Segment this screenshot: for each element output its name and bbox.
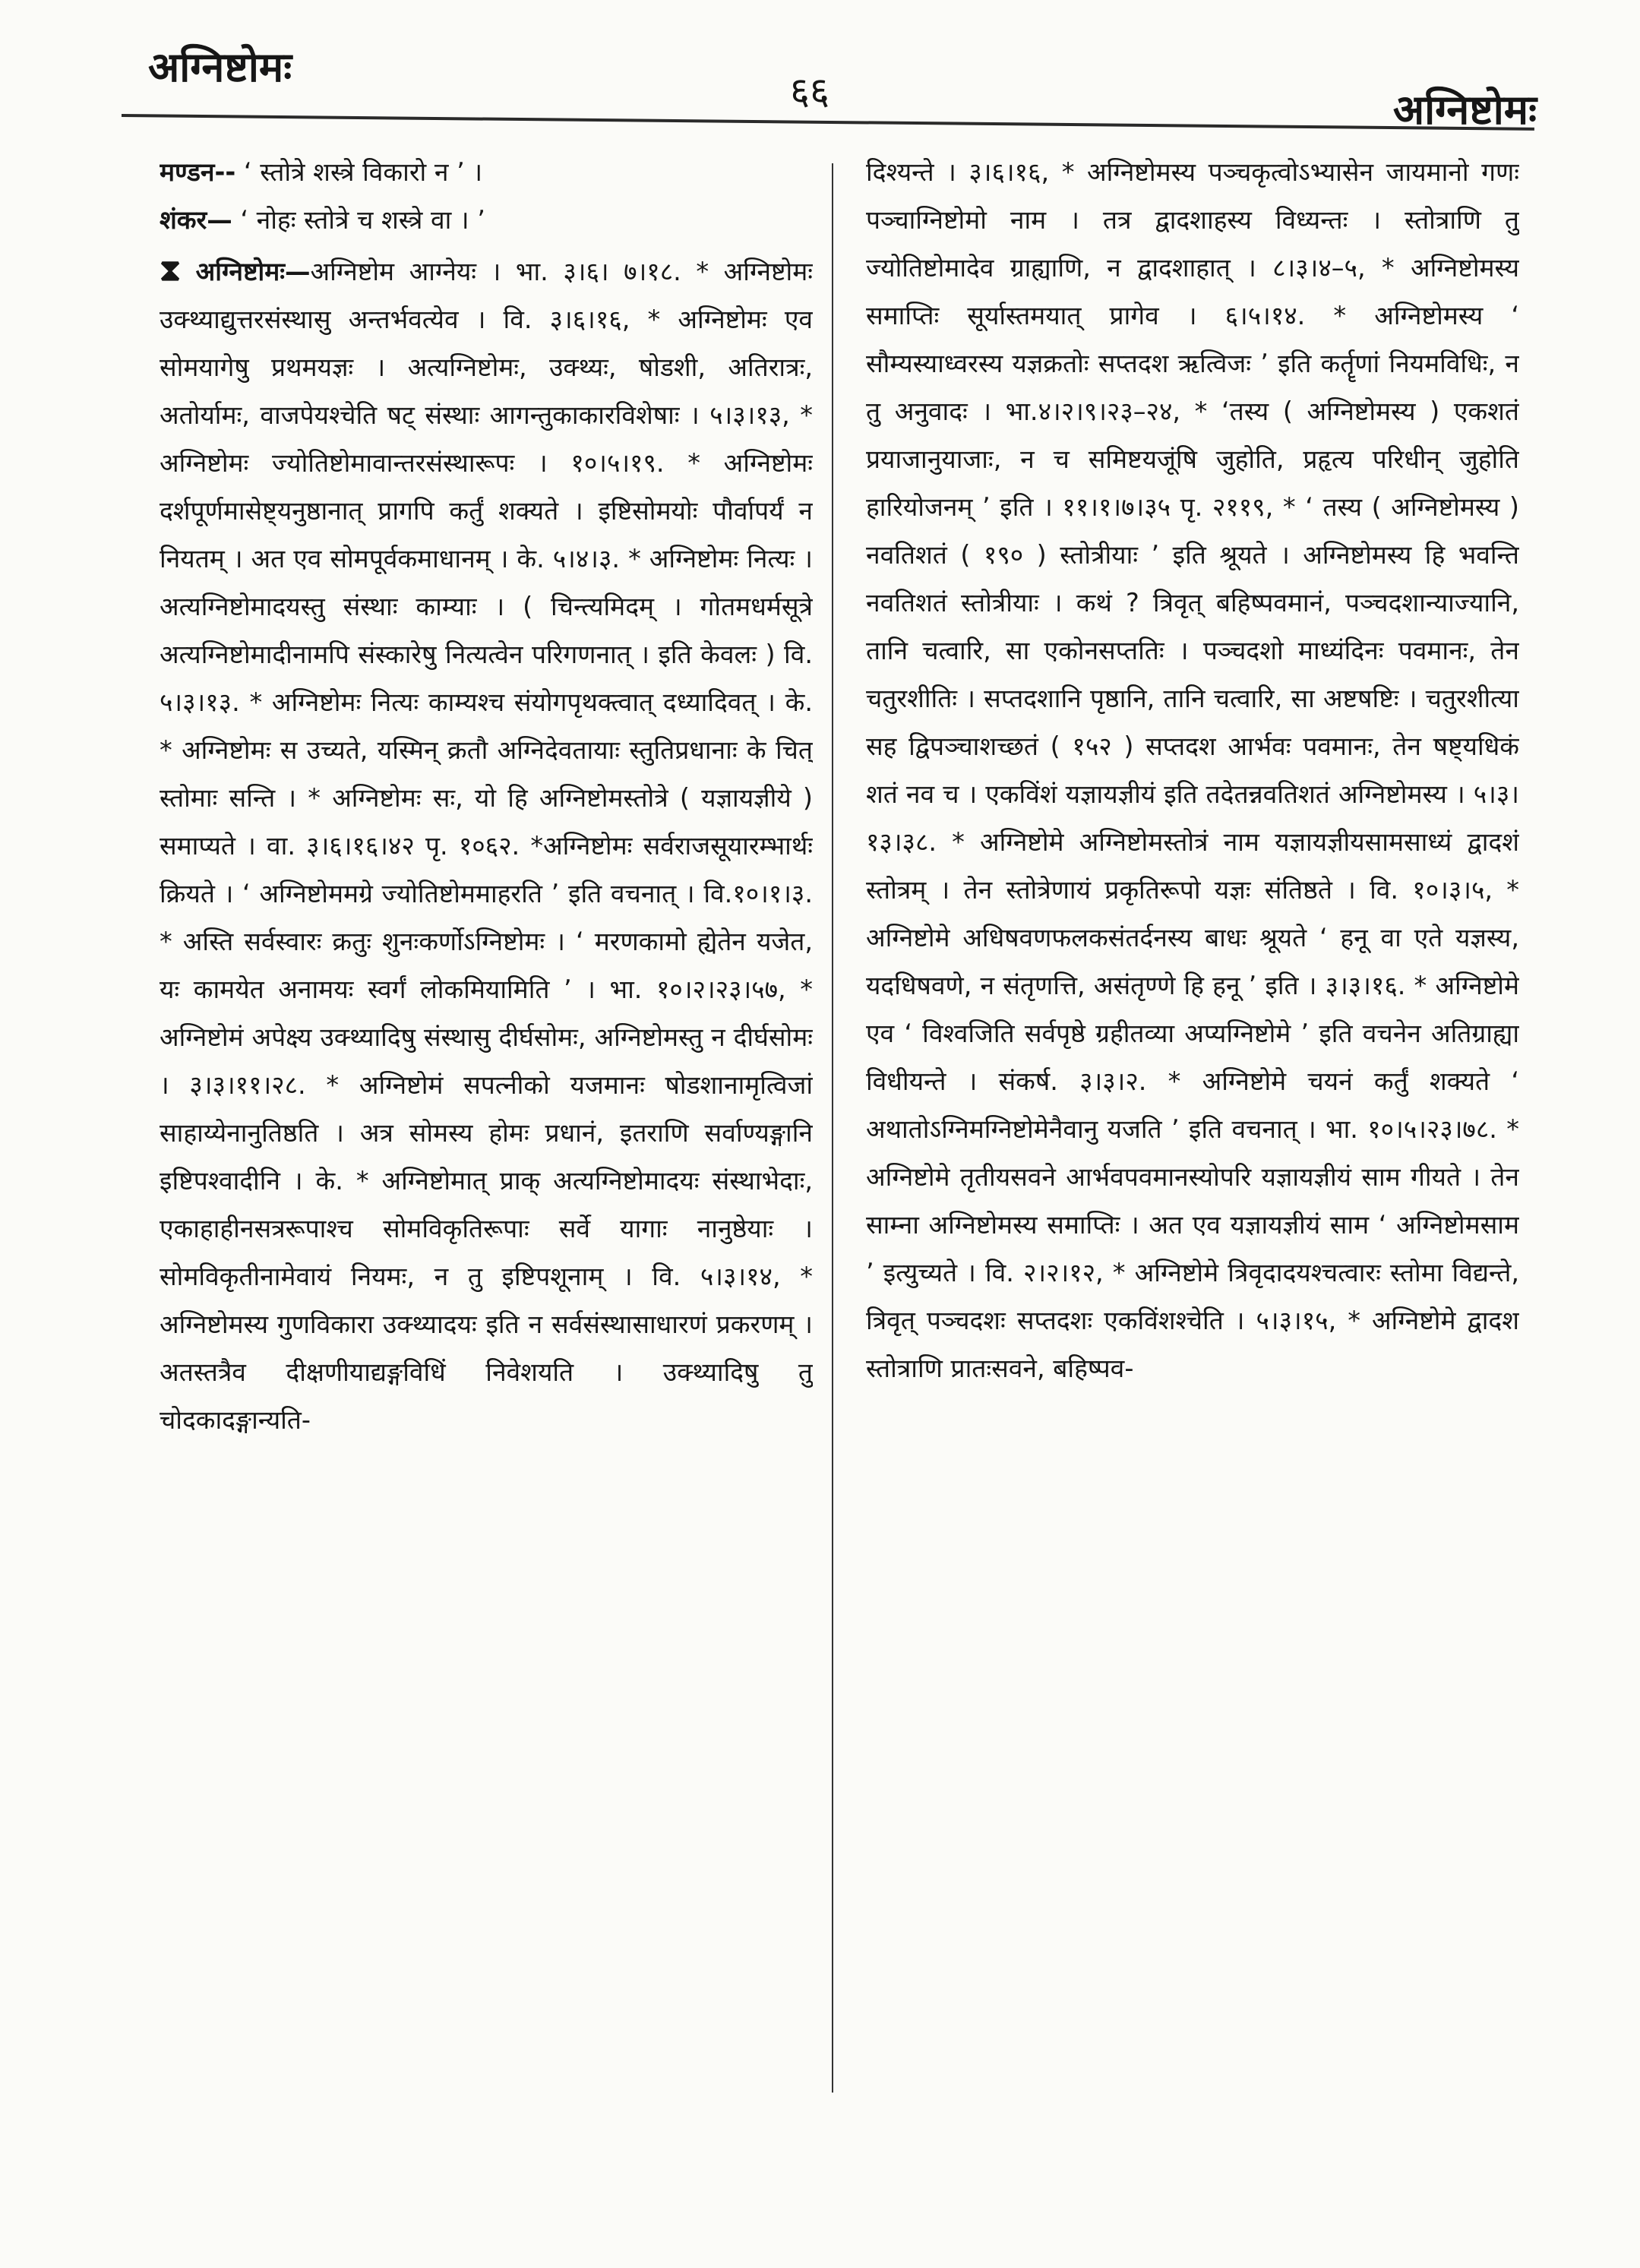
speaker-shankara: शंकर— xyxy=(160,205,232,235)
entry-body-left: अग्निष्टोम आग्नेयः । भा. ३।६। ७।१८. * अग्निष्टोमः उक्थ्याद्युत्तरसंस्थासु अन्तर्भवत्येव । वि. ३।६।१६, * अग्निष्टोमः एव सोमयागेषु प्रथमयज्ञः । अत्यग्निष्टोमः, उक्थ्यः, षोडशी, अतिरात्रः, अतोर्यामः, वाजपेयश्चेति षट् संस्थाः आगन्तुकाकारविशेषाः । ५।३।१३, * अग्निष्टोमः ज्योतिष्टोमावान्तरसंस्थारूपः । १०।५।१९. * अग्निष्टोमः दर्शपूर्णमासेष्ट्यनुष्ठानात् प्रागपि कर्तुं शक्यते । इष्टिसोमयोः पौर्वापर्यं न नियतम् । अत एव सोमपूर्वकमाधानम् । के. ५।४।३. * अग्निष्टोमः नित्यः । अत्यग्निष्टोमादयस्तु संस्थाः काम्याः । ( चिन्त्यमिदम् । गोतमधर्मसूत्रे अत्यग्निष्टोमादीनामपि संस्कारेषु नित्यत्वेन परिगणनात् । इति केवलः ) वि. ५।३।१३. * अग्निष्टोमः नित्यः काम्यश्च संयोगपृथक्त्वात् दध्यादिवत् । के. * अग्निष्टोमः स उच्यते, यस्मिन् क्रतौ अग्निदेवतायाः स्तुतिप्रधानाः के चित् स्तोमाः सन्ति । * अग्निष्टोमः सः, यो हि अग्निष्टोमस्तोत्रे ( यज्ञायज्ञीये ) समाप्यते । वा. ३।६।१६।४२ पृ. १०६२. *अग्निष्टोमः सर्वराजसूयारम्भार्थः क्रियते । ‘ अग्निष्टोममग्रे ज्योतिष्टोममाहरति ’ इति वचनात् । वि.१०।१।३. * अस्ति सर्वस्वारः क्रतुः शुनःकर्णोऽग्निष्टोमः । ‘ मरणकामो ह्येतेन यजेत, यः कामयेत अनामयः स्वर्गं लोकमियामिति ’ । भा. १०।२।२३।५७, * अग्निष्टोमं अपेक्ष्य उक्थ्यादिषु संस्थासु दीर्घसोमः, अग्निष्टोमस्तु न दीर्घसोमः । ३।३।११।२८. * अग्निष्टोमं सपत्नीको यजमानः षोडशानामृत्विजां साहाय्येनानुतिष्ठति । अत्र सोमस्य होमः प्रधानं, इतराणि सर्वाण्यङ्गानि इष्टिपश्वादीनि । के. * अग्निष्टोमात् प्राक् अत्यग्निष्टोमादयः संस्थाभेदाः, एकाहाहीनसत्ररूपाश्च सोमविकृतिरूपाः सर्वे यागाः नानुष्ठेयाः । सोमविकृतीनामेवायं नियमः, न तु इष्टिपशूनाम् । वि. ५।३।१४, * अग्निष्टोमस्य गुणविकारा उक्थ्यादयः इति न सर्वसंस्थासाधारणं प्रकरणम् । अतस्तत्रैव दीक्षणीयाद्यङ्गविधिं निवेशयति । उक्थ्यादिषु तु चोदकादङ्गान्यति- xyxy=(160,257,813,1435)
running-head-right: अग्निष्टोमः xyxy=(1392,86,1537,134)
quote-shankara-text: ‘ नोहः स्तोत्रे च शस्त्रे वा । ’ xyxy=(232,205,485,235)
hourglass-icon: ⧗ xyxy=(160,253,182,288)
quote-mandana xyxy=(160,148,813,196)
entry-body-right: दिश्यन्ते । ३।६।१६, * अग्निष्टोमस्य पञ्चकृत्वोऽभ्यासेन जायमानो गणः पञ्चाग्निष्टोमो नाम । तत्र द्वादशाहस्य विध्यन्तः । स्तोत्राणि तु ज्योतिष्टोमादेव ग्राह्याणि, न द्वादशाहात् । ८।३।४–५, * अग्निष्टोमस्य समाप्तिः सूर्यास्तमयात् प्रागेव । ६।५।१४. * अग्निष्टोमस्य ‘ सौम्यस्याध्वरस्य यज्ञक्रतोः सप्तदश ऋत्विजः ’ इति कर्तॄणां नियमविधिः, न तु अनुवादः । भा.४।२।९।२३–२४, * ‘तस्य ( अग्निष्टोमस्य ) एकशतं प्रयाजानुयाजाः, न च समिष्टयजूंषि जुहोति, प्रहृत्य परिधीन् जुहोति हारियोजनम् ’ इति । ११।१।७।३५ पृ. २११९, * ‘ तस्य ( अग्निष्टोमस्य ) नवतिशतं ( १९० ) स्तोत्रीयाः ’ इति श्रूयते । अग्निष्टोमस्य हि भवन्ति नवतिशतं स्तोत्रीयाः । कथं ? त्रिवृत् बहिष्पवमानं, पञ्चदशान्याज्यानि, तानि चत्वारि, सा एकोनसप्ततिः । पञ्चदशो माध्यंदिनः पवमानः, तेन चतुरशीतिः । सप्तदशानि पृष्ठानि, तानि चत्वारि, सा अष्टषष्टिः । चतुरशीत्या सह द्विपञ्चाशच्छतं ( १५२ ) सप्तदश आर्भवः पवमानः, तेन षष्ट्यधिकं शतं नव च । एकविंशं यज्ञायज्ञीयं इति तदेतन्नवतिशतं अग्निष्टोमस्य । ५।३।१३।३८. * अग्निष्टोमे अग्निष्टोमस्तोत्रं नाम यज्ञायज्ञीयसामसाध्यं द्वादशं स्तोत्रम् । तेन स्तोत्रेणायं प्रकृतिरूपो यज्ञः संतिष्ठते । वि. १०।३।५, * अग्निष्टोमे अधिषवणफलकसंतर्दनस्य बाधः श्रूयते ‘ हनू वा एते यज्ञस्य, यदधिषवणे, न संतृणत्ति, असंतृण्णे हि हनू ’ इति । ३।३।१६. * अग्निष्टोमे एव ‘ विश्वजिति सर्वपृष्ठे ग्रहीतव्या अप्यग्निष्टोमे ’ इति वचनेन अतिग्राह्या विधीयन्ते । संकर्ष. ३।३।२. * अग्निष्टोमे चयनं कर्तुं शक्यते ‘ अथातोऽग्निमग्निष्टोमेनैवानु यजति ’ इति वचनात् । भा. १०।५।२३।७८. * अग्निष्टोमे तृतीयसवने आर्भवपवमानस्योपरि यज्ञायज्ञीयं साम गीयते । तेन साम्ना अग्निष्टोमस्य समाप्तिः । अत एव यज्ञायज्ञीयं साम ‘ अग्निष्टोमसाम ’ इत्युच्यते । वि. २।२।१२, * अग्निष्टोमे त्रिवृदादयश्चत्वारः स्तोमा विद्यन्ते, त्रिवृत् पञ्चदशः सप्तदशः एकविंशश्चेति । ५।३।१५, * अग्निष्टोमे द्वादश स्तोत्राणि प्रातःसवने, बहिष्पव- xyxy=(866,157,1519,1383)
right-column xyxy=(866,148,1519,2161)
speaker-mandana: मण्डन-- xyxy=(160,157,236,187)
quote-shankara xyxy=(160,196,813,244)
column-divider xyxy=(832,163,833,2093)
quote-mandana-text: ‘ स्तोत्रे शस्त्रे विकारो न ’ । xyxy=(235,157,483,187)
header-rule xyxy=(122,114,1534,131)
entry-headword: अग्निष्टोमः— xyxy=(195,257,311,286)
dictionary-entry xyxy=(160,247,813,1444)
left-column xyxy=(160,148,813,2161)
running-head-left: अग्निष्टोमः xyxy=(148,43,292,91)
page-number: ६६ xyxy=(790,69,829,113)
